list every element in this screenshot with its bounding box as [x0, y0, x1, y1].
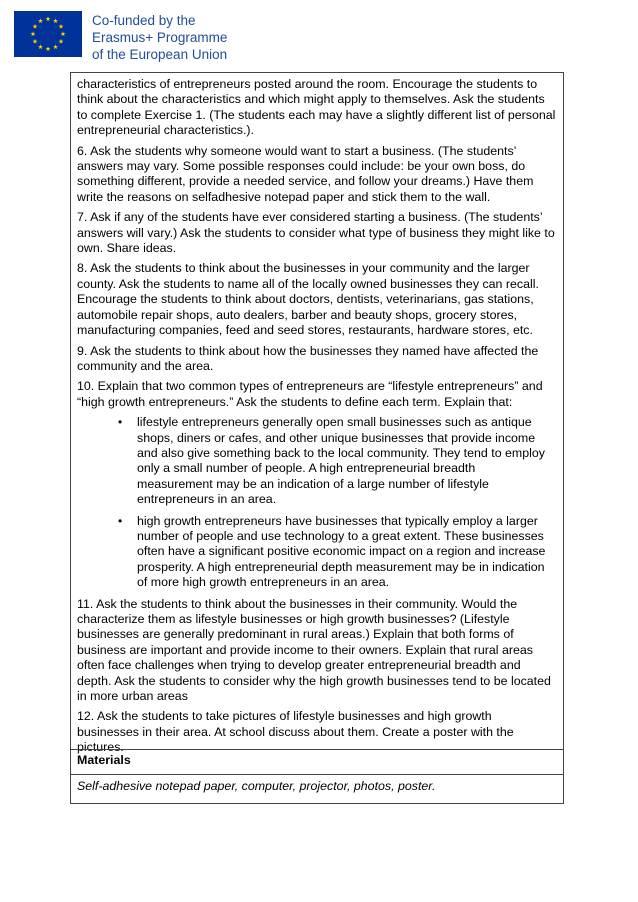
- list-item-text: lifestyle entrepreneurs generally open small businesses such as antique shops, diners or cafes, and other unique businesses that provide income and also give something back to the local community. They tend to employ only a small number of people. A high entrepreneurial breadth measurement may be an indication of a large number of lifestyle entrepreneurs in an area.: [137, 415, 545, 507]
- step-8: 8. Ask the students to think about the businesses in your community and the larger county. Ask the students to name all of the locally owned businesses they can recall. Encourage the students to think about doctors, dentists, veterinarians, gas stations, automobile repair shops, auto dealers, barber and beauty shops, grocery stores, manufacturing companies, feed and seed stores, restaurants, hardware stores, etc.: [77, 261, 539, 338]
- step-11: 11. Ask the students to think about the businesses in their community. Would the characterize them as lifestyle businesses or high growth businesses? (Lifestyle businesses are generally predominant in rural areas.) Explain that both forms of business are important and provide income to their owners. Explain that rural areas often face challenges when trying to develop greater entrepreneurial breadth and depth. Ask the students to consider why the high growth businesses tend to be located in more urban areas: [77, 596, 551, 704]
- list-item: [118, 513, 557, 591]
- entrepreneur-types-list: [77, 415, 557, 590]
- step-9: 9. Ask the students to think about how the businesses they named have affected the community and the area.: [77, 343, 539, 373]
- bullet-icon: •: [118, 415, 123, 430]
- list-item-text: high growth entrepreneurs have businesses that typically employ a larger number of people and use technology to a great extent. These businesses often have a significant positive economic impact on a region and increase prosperity. A high entrepreneurial depth measurement may be in indication of more high growth entrepreneurs in an area.: [137, 513, 546, 590]
- step-12: 12. Ask the students to take pictures of lifestyle businesses and high growth businesses in their area. At school discuss about them. Create a poster with the pictures.: [77, 709, 514, 755]
- logo-line-2: Erasmus+ Programme: [92, 30, 228, 45]
- programme-title: [92, 12, 292, 63]
- eu-flag-icon: [14, 11, 82, 57]
- step-7: 7. Ask if any of the students have ever considered starting a business. (The students’ answers will vary.) Ask the students to consider what type of business they might like to own. Share ideas.: [77, 210, 555, 256]
- procedure-cell: [71, 73, 563, 755]
- logo-line-3: of the European Union: [92, 47, 228, 62]
- logo-line-1: Co-funded by the: [92, 13, 196, 28]
- step-6: 6. Ask the students why someone would want to start a business. (The students’ answers may vary. Some possible responses could include: be your own boss, do something different, provide a needed service, and follow your dreams.) Have them write the reasons on selfadhesive notepad paper and stick them to the wall.: [77, 143, 534, 204]
- materials-heading: Materials: [71, 749, 563, 775]
- list-item: [118, 415, 557, 507]
- step-10: 10. Explain that two common types of entrepreneurs are “lifestyle entrepreneurs” and “high growth entrepreneurs.” Ask the students to define each term. Explain that:: [77, 379, 543, 409]
- lesson-table: [70, 72, 564, 804]
- bullet-icon: •: [118, 513, 123, 528]
- paragraph-continued: characteristics of entrepreneurs posted around the room. Encourage the students to think about the characteristics and which might apply to themselves. Ask the students to complete Exercise 1. (The students each may have a slightly different list of personal entrepreneurial characteristics.).: [77, 77, 556, 138]
- materials-list: Self-adhesive notepad paper, computer, projector, photos, poster.: [77, 779, 436, 793]
